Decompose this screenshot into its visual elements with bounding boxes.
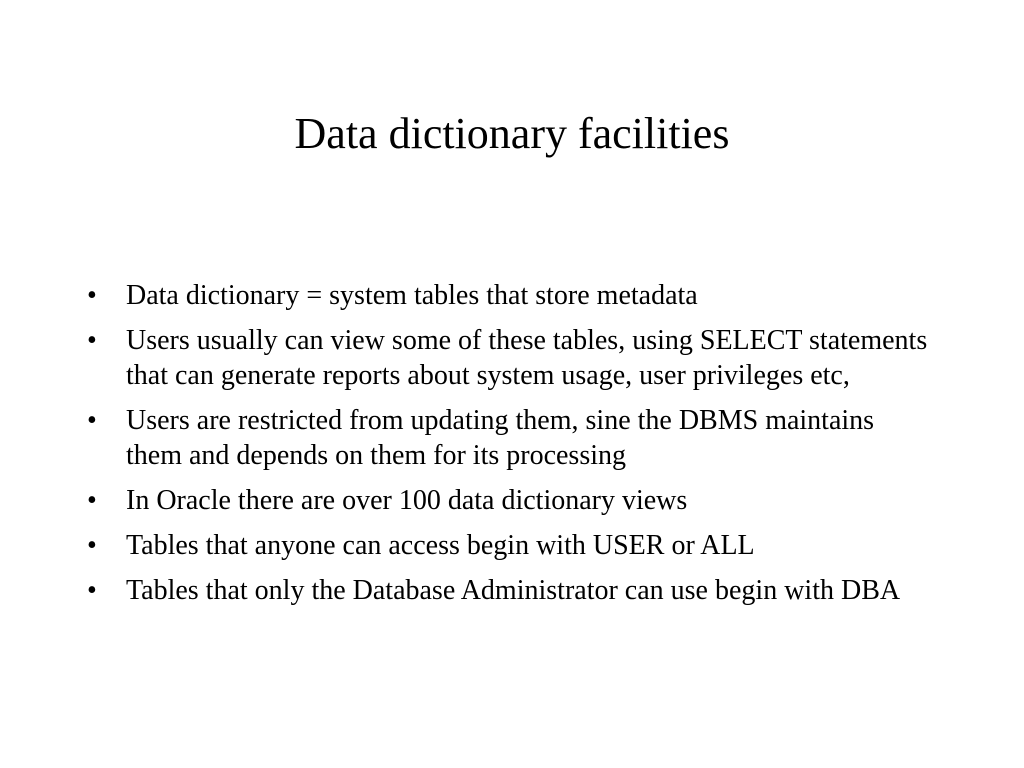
bullet-text: Data dictionary = system tables that store metadata [126,280,698,311]
list-item [87,403,937,473]
bullet-icon: • [87,530,97,561]
bullet-text: In Oracle there are over 100 data dictionary views [126,485,688,516]
list-item [87,573,937,608]
bullet-text: Users usually can view some of these tables, using SELECT statements that can generate reports about system usage, user privileges etc, [126,325,928,391]
bullet-icon: • [87,485,97,516]
list-item [87,278,937,313]
bullet-icon: • [87,405,97,436]
bullet-icon: • [87,280,97,311]
bullet-icon: • [87,575,97,606]
bullet-list [87,278,937,618]
list-item [87,483,937,518]
bullet-text: Tables that only the Database Administrator can use begin with DBA [126,575,901,606]
bullet-icon: • [87,325,97,356]
list-item [87,528,937,563]
bullet-text: Tables that anyone can access begin with USER or ALL [126,530,755,561]
list-item [87,323,937,393]
bullet-text: Users are restricted from updating them, sine the DBMS maintains them and depends on them for its processing [126,405,875,471]
slide-title: Data dictionary facilities [294,109,730,158]
